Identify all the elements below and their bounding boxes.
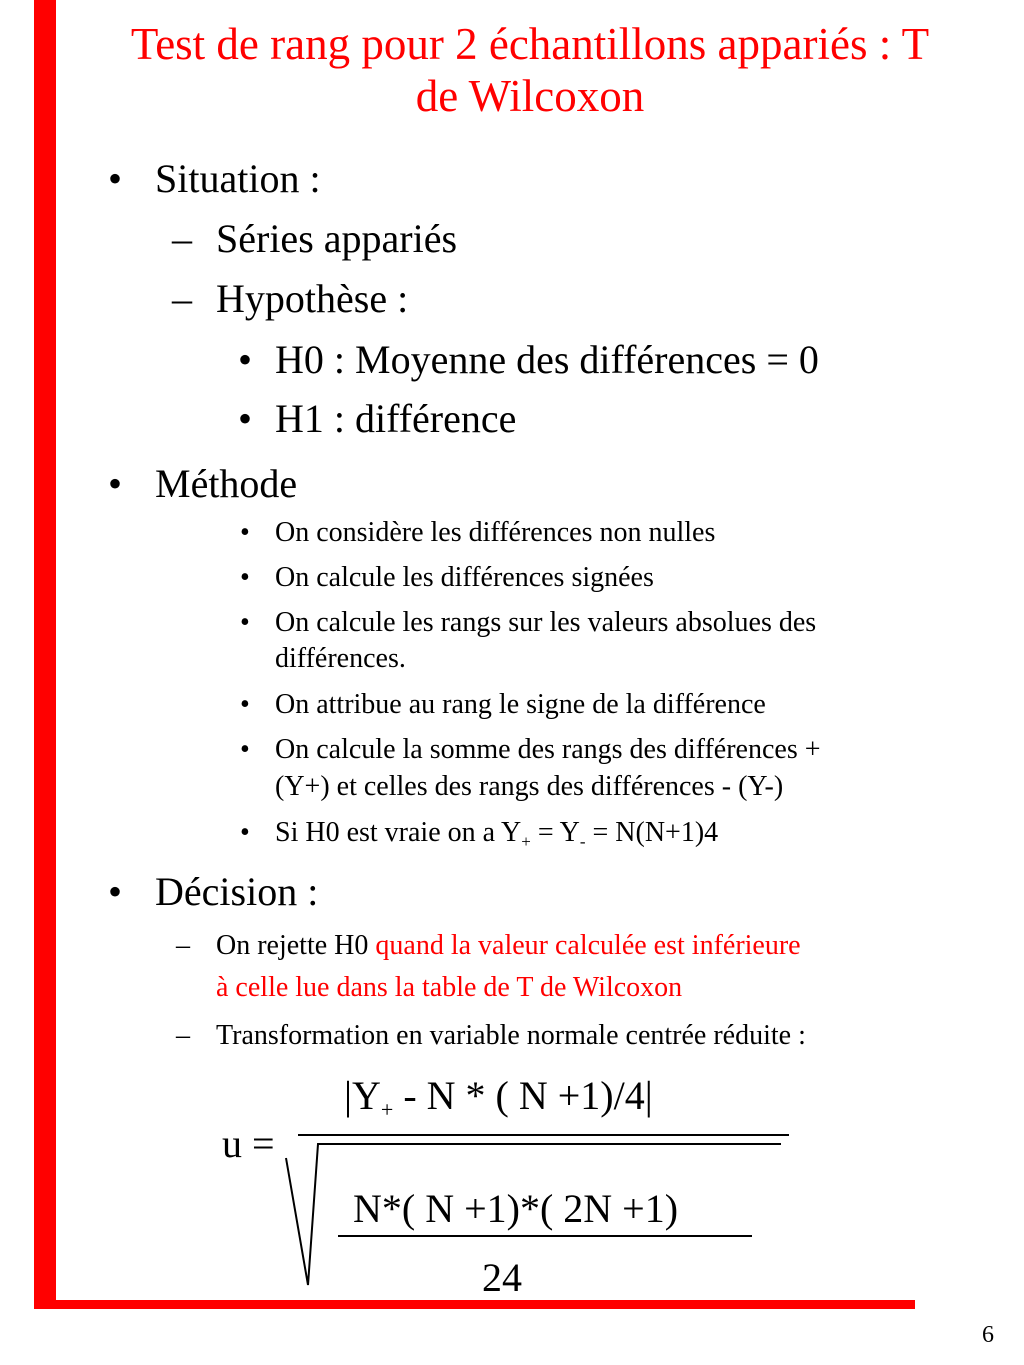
bullet: •	[238, 337, 253, 382]
decision-transformation: Transformation en variable normale centrée réduite :	[216, 1020, 806, 1051]
slide-title: Test de rang pour 2 échantillons appariés : T de Wilcoxon	[130, 19, 930, 121]
bullet: •	[240, 817, 250, 848]
methode-item-continued: différences.	[275, 643, 406, 674]
dash: –	[172, 216, 192, 261]
hypothesis-h0: H0 : Moyenne des différences = 0	[275, 337, 819, 382]
bullet: •	[238, 396, 253, 441]
bullet-methode: •	[108, 461, 123, 506]
decision-rejet-continued: à celle lue dans la table de T de Wilcoxon	[216, 972, 683, 1003]
hypothesis-h1: H1 : différence	[275, 396, 517, 441]
formula-numerator: $|Y_+$ - N * ( N +1)/4|	[344, 1073, 653, 1122]
bullet-situation: •	[108, 156, 123, 201]
page-number: 6	[982, 1322, 994, 1348]
dash: –	[172, 276, 192, 321]
formula-lhs: u =	[222, 1121, 275, 1166]
decision-label: Décision :	[155, 869, 319, 914]
formula-inner-numerator: N*( N +1)*( 2N +1)	[353, 1186, 679, 1231]
bullet: •	[240, 734, 250, 765]
methode-item: On calcule la somme des rangs des différences +	[275, 734, 821, 765]
dash: –	[176, 1020, 190, 1051]
bullet-decision: •	[108, 869, 123, 914]
bullet: •	[240, 562, 250, 593]
hypothese-label: Hypothèse :	[216, 276, 409, 321]
bullet: •	[240, 607, 250, 638]
methode-item-equality: Si H0 est vraie on a $Y_+ = Y_- = N(N+1)4$	[275, 817, 719, 851]
bullet: •	[240, 517, 250, 548]
methode-item: On attribue au rang le signe de la différence	[275, 689, 766, 720]
situation-label: Situation :	[155, 156, 321, 201]
decision-rejet: On rejette H0 quand la valeur calculée est inférieure	[216, 930, 801, 961]
bullet: •	[240, 689, 250, 720]
dash: –	[176, 930, 190, 961]
formula-inner-denominator: 24	[482, 1255, 522, 1300]
methode-item: On considère les différences non nulles	[275, 517, 716, 548]
methode-item: On calcule les rangs sur les valeurs absolues des	[275, 607, 817, 638]
methode-item: On calcule les différences signées	[275, 562, 654, 593]
methode-label: Méthode	[155, 461, 298, 506]
methode-item-continued: (Y+) et celles des rangs des différences - (Y-)	[275, 771, 784, 802]
series-apparies: Séries appariés	[216, 216, 458, 261]
